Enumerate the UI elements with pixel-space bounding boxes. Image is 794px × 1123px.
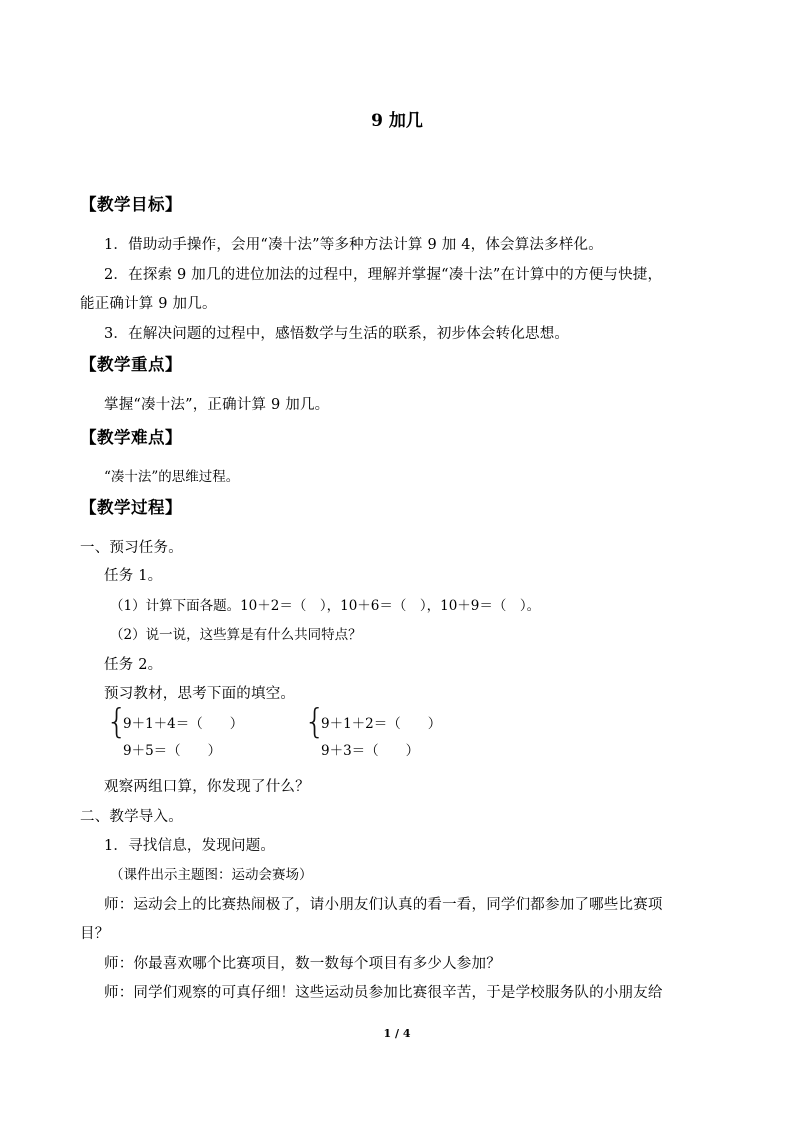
task1-question-2: （2）说一说，这些算是有什么共同特点？	[110, 627, 362, 643]
section2-title: 二、教学导入。	[80, 809, 183, 825]
section2-step-1: 1．寻找信息，发现问题。	[104, 838, 276, 854]
task1-question-1: （1）计算下面各题。10＋2＝（ ），10＋6＝（ ），10＋9＝（ ）。	[110, 598, 541, 614]
courseware-note: （课件出示主题图：运动会赛场）	[110, 867, 313, 883]
key-point-heading: 【教学重点】	[80, 355, 182, 374]
goal-item-2-cont: 能正确计算 9 加几。	[80, 296, 217, 312]
brace-group-b: {	[304, 702, 326, 742]
goals-heading: 【教学目标】	[80, 195, 182, 214]
observe-question: 观察两组口算，你发现了什么？	[104, 779, 310, 795]
goal-item-2: 2．在探索 9 加几的进位加法的过程中，理解并掌握“凑十法”在计算中的方便与快捷，	[104, 267, 663, 283]
key-point-text: 掌握“凑十法”，正确计算 9 加几。	[104, 397, 330, 413]
brace-group-a: {	[106, 702, 128, 742]
difficulty-heading: 【教学难点】	[80, 428, 182, 447]
page-indicator: 1 / 4	[383, 1027, 411, 1040]
difficulty-text: “凑十法”的思维过程。	[104, 469, 240, 485]
group-a-eq-2: 9＋5＝（ ）	[123, 743, 222, 759]
goal-item-1: 1．借助动手操作，会用“凑十法”等多种方法计算 9 加 4，体会算法多样化。	[104, 237, 603, 253]
group-a-eq-1: 9＋1＋4＝（ ）	[123, 716, 244, 732]
page-title: 9 加几	[371, 111, 423, 131]
teacher-line-1: 师：运动会上的比赛热闹极了，请小朋友们认真的看一看，同学们都参加了哪些比赛项	[104, 897, 663, 913]
task2-label: 任务 2。	[104, 657, 163, 673]
group-b-eq-1: 9＋1＋2＝（ ）	[321, 716, 442, 732]
teacher-line-2: 师：你最喜欢哪个比赛项目，数一数每个项目有多少人参加？	[104, 956, 501, 972]
teacher-line-1-cont: 目？	[80, 926, 110, 942]
teacher-line-3: 师：同学们观察的可真仔细！这些运动员参加比赛很辛苦，于是学校服务队的小朋友给	[104, 985, 663, 1001]
process-heading: 【教学过程】	[80, 498, 182, 517]
goal-item-3: 3．在解决问题的过程中，感悟数学与生活的联系，初步体会转化思想。	[104, 326, 570, 342]
task2-description: 预习教材，思考下面的填空。	[104, 686, 296, 702]
section1-title: 一、预习任务。	[80, 540, 183, 556]
group-b-eq-2: 9＋3＝（ ）	[321, 743, 420, 759]
task1-label: 任务 1。	[104, 568, 163, 584]
